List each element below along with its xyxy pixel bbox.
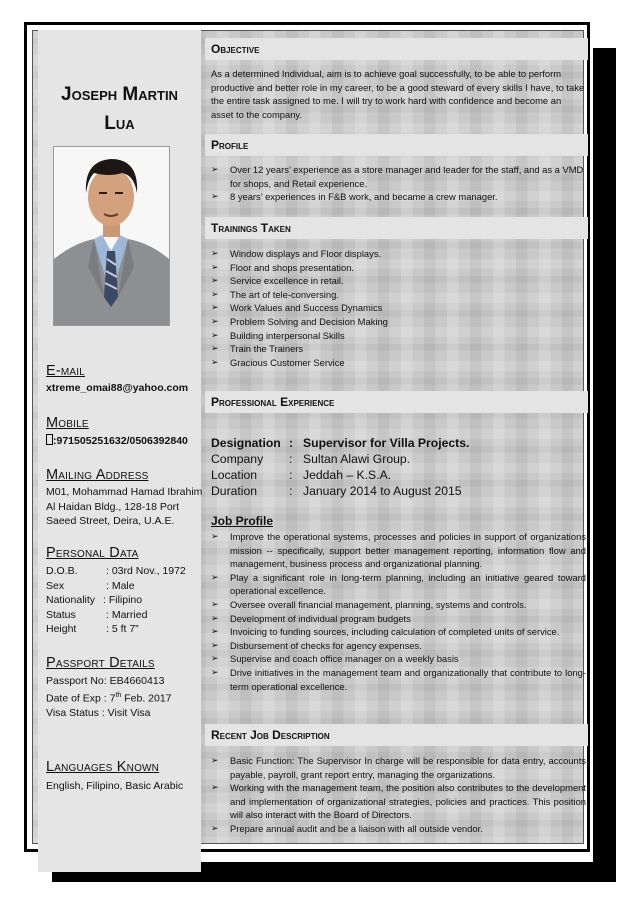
arrow-bullet-icon: ➢ <box>211 261 219 272</box>
job-item: Play a significant role in long-term planning, including an initiative geared toward operational excellence. <box>230 571 586 597</box>
personal-row <box>46 608 201 623</box>
job-value: Jeddah – K.S.A. <box>303 468 392 482</box>
job-key: Designation <box>211 436 281 450</box>
arrow-bullet-icon: ➢ <box>211 288 219 299</box>
main-content <box>201 30 591 850</box>
list-item <box>211 301 586 315</box>
visa-status: Visa Status : Visit Visa <box>46 706 151 719</box>
arrow-bullet-icon: ➢ <box>211 755 219 765</box>
job-item: Improve the operational systems, processes and policies in support of organizations mission -- specifically, support better management reporting, information flow and management, business process and organizational planning. <box>230 531 586 570</box>
list-item <box>211 639 586 653</box>
passport-details <box>46 674 201 720</box>
passport-expiry <box>46 689 201 706</box>
list-item <box>211 781 586 822</box>
personal-value: : Male <box>106 579 135 592</box>
job-value: Sultan Alawi Group. <box>303 452 411 466</box>
job-sep: : <box>289 452 293 466</box>
phone-icon <box>46 434 53 445</box>
list-item <box>211 530 586 571</box>
profile-list <box>211 163 586 204</box>
mailing-heading: Mailing Address <box>46 467 149 483</box>
training-item: Building interpersonal Skills <box>230 329 345 341</box>
arrow-bullet-icon: ➢ <box>211 191 219 202</box>
languages-heading: Languages Known <box>46 759 160 775</box>
profile-item: Over 12 years’ experience as a store manager and leader for the staff, and as a VMD for shops, and Retail experience. <box>230 164 584 189</box>
list-item <box>211 571 586 598</box>
training-item: Service excellence in retail. <box>230 275 344 287</box>
arrow-bullet-icon: ➢ <box>211 356 219 367</box>
personal-row <box>46 593 201 608</box>
list-item <box>211 261 586 275</box>
arrow-bullet-icon: ➢ <box>211 164 219 174</box>
job-details <box>211 435 469 499</box>
list-item <box>211 288 586 302</box>
training-item: The art of tele-conversing. <box>230 288 339 300</box>
arrow-bullet-icon: ➢ <box>211 531 219 541</box>
training-item: Floor and shops presentation. <box>230 261 355 273</box>
mobile-value <box>46 434 201 449</box>
personal-value: : 03rd Nov., 1972 <box>106 565 186 577</box>
email-value[interactable]: xtreme_omai88@yahoo.com <box>46 382 189 394</box>
arrow-bullet-icon: ➢ <box>211 343 219 354</box>
email-heading: E-mail <box>46 363 86 379</box>
recent-job-list <box>211 754 586 836</box>
job-row <box>211 435 469 451</box>
job-row <box>211 467 469 483</box>
arrow-bullet-icon: ➢ <box>211 822 219 833</box>
job-row <box>211 483 469 499</box>
arrow-bullet-icon: ➢ <box>211 329 219 340</box>
job-item: Drive initiatives in the management team and organizationally that contribute to long-term operational excellence. <box>230 666 586 692</box>
training-item: Problem Solving and Decision Making <box>230 315 388 327</box>
arrow-bullet-icon: ➢ <box>211 248 219 258</box>
passport-heading: Passport Details <box>46 655 155 671</box>
list-item <box>211 652 586 666</box>
personal-key: D.O.B. <box>46 565 78 577</box>
job-sep: : <box>289 484 293 498</box>
trainings-list <box>211 247 586 369</box>
languages-value: English, Filipino, Basic Arabic <box>46 780 184 792</box>
job-value: January 2014 to August 2015 <box>303 484 462 498</box>
arrow-bullet-icon: ➢ <box>211 626 219 637</box>
list-item <box>211 356 586 370</box>
expiry-date: Feb. 2017 <box>121 692 172 704</box>
training-item: Train the Trainers <box>230 343 304 355</box>
job-sep: : <box>289 436 294 450</box>
arrow-bullet-icon: ➢ <box>211 598 219 609</box>
name-line-1: Joseph Martin <box>61 84 178 105</box>
list-item <box>211 822 586 836</box>
personal-value: : Married <box>106 608 148 621</box>
list-item <box>211 315 586 329</box>
arrow-bullet-icon: ➢ <box>211 612 219 623</box>
list-item <box>211 612 586 626</box>
job-item: Development of individual program budgets <box>230 612 411 624</box>
recent-item: Prepare annual audit and be a liaison with all outside vendor. <box>230 822 483 834</box>
mobile-heading: Mobile <box>46 415 89 431</box>
job-item: Oversee overall financial management, planning, systems and controls. <box>230 598 527 610</box>
objective-heading: Objective <box>205 38 588 60</box>
arrow-bullet-icon: ➢ <box>211 782 219 793</box>
mailing-address <box>46 485 201 529</box>
address-line: M01, Mohammad Hamad Ibrahim <box>46 486 203 498</box>
list-item <box>211 274 586 288</box>
expiry-prefix: Date of Exp : 7 <box>46 692 116 704</box>
passport-number: Passport No: EB4660413 <box>46 675 165 687</box>
arrow-bullet-icon: ➢ <box>211 571 219 582</box>
list-item <box>211 163 586 190</box>
personal-data-heading: Personal Data <box>46 545 139 561</box>
sidebar <box>38 30 201 872</box>
personal-key: Status <box>46 608 76 621</box>
arrow-bullet-icon: ➢ <box>211 315 219 326</box>
objective-text: As a determined Individual, aim is to achieve goal successfully, to be able to perform productive and better role in my career, to be a good steward of every skills I have, to take the entire task assigned to me. I will try to work hard with confidence and become an asset to the company. <box>211 68 585 120</box>
personal-value: : Filipino <box>103 594 143 606</box>
job-item: Supervise and coach office manager on a weekly basis <box>230 653 459 665</box>
training-item: Work Values and Success Dynamics <box>230 302 383 314</box>
personal-key: Height <box>46 623 77 635</box>
job-sep: : <box>289 468 293 482</box>
job-key: Company <box>211 452 264 466</box>
recent-job-heading: Recent Job Description <box>205 724 588 746</box>
job-key: Location <box>211 468 258 482</box>
page-shadow-right <box>593 48 616 882</box>
address-line: Al Haidan Bldg., 128-18 Port <box>46 500 180 513</box>
personal-row <box>46 622 201 637</box>
job-item: Invoicing to funding sources, including calculation of completed units of service. <box>230 626 560 638</box>
list-item <box>211 190 586 204</box>
arrow-bullet-icon: ➢ <box>211 275 219 286</box>
personal-key: Sex <box>46 579 65 592</box>
personal-value: : 5 ft 7” <box>106 623 139 635</box>
experience-heading: Professional Experience <box>205 391 588 413</box>
name-line-2: Lua <box>104 113 135 134</box>
training-item: Window displays and Floor displays. <box>230 248 382 259</box>
list-item <box>211 666 586 693</box>
arrow-bullet-icon: ➢ <box>211 302 219 313</box>
personal-key: Nationality <box>46 594 96 606</box>
address-line: Saeed Street, Deira, U.A.E. <box>46 515 175 527</box>
list-item <box>211 598 586 612</box>
mobile-number: :971505251632/0506392840 <box>53 435 188 447</box>
list-item <box>211 247 586 261</box>
profile-photo <box>53 146 170 326</box>
personal-row <box>46 564 201 579</box>
job-value: Supervisor for Villa Projects. <box>303 436 470 450</box>
job-key: Duration <box>211 484 258 498</box>
arrow-bullet-icon: ➢ <box>211 639 219 650</box>
job-item: Disbursement of checks for agency expenses. <box>230 639 422 651</box>
arrow-bullet-icon: ➢ <box>211 666 219 677</box>
job-row <box>211 451 469 467</box>
recent-item: Basic Function: The Supervisor In charge will be responsible for data entry, accounts payable, payroll, grant report entry, managing the organizations. <box>230 755 586 780</box>
candidate-name <box>38 80 201 138</box>
portrait-image <box>54 147 169 325</box>
profile-heading: Profile <box>205 134 588 156</box>
personal-row <box>46 579 201 594</box>
job-profile-heading: Job Profile <box>211 514 274 528</box>
profile-item: 8 years’ experiences in F&B work, and became a crew manager. <box>230 191 498 203</box>
list-item <box>211 342 586 356</box>
training-item: Gracious Customer Service <box>230 356 345 368</box>
arrow-bullet-icon: ➢ <box>211 653 219 664</box>
job-profile-list <box>211 530 586 693</box>
recent-item: Working with the management team, the position also contributes to the development and implementation of organizational strategies, policies and practices. This position will also interact with the Board of Directors. <box>230 782 586 821</box>
list-item <box>211 754 586 781</box>
personal-data <box>46 564 201 637</box>
trainings-heading: Trainings Taken <box>205 217 588 239</box>
expiry-suffix: th <box>115 691 122 699</box>
list-item <box>211 329 586 343</box>
list-item <box>211 625 586 639</box>
